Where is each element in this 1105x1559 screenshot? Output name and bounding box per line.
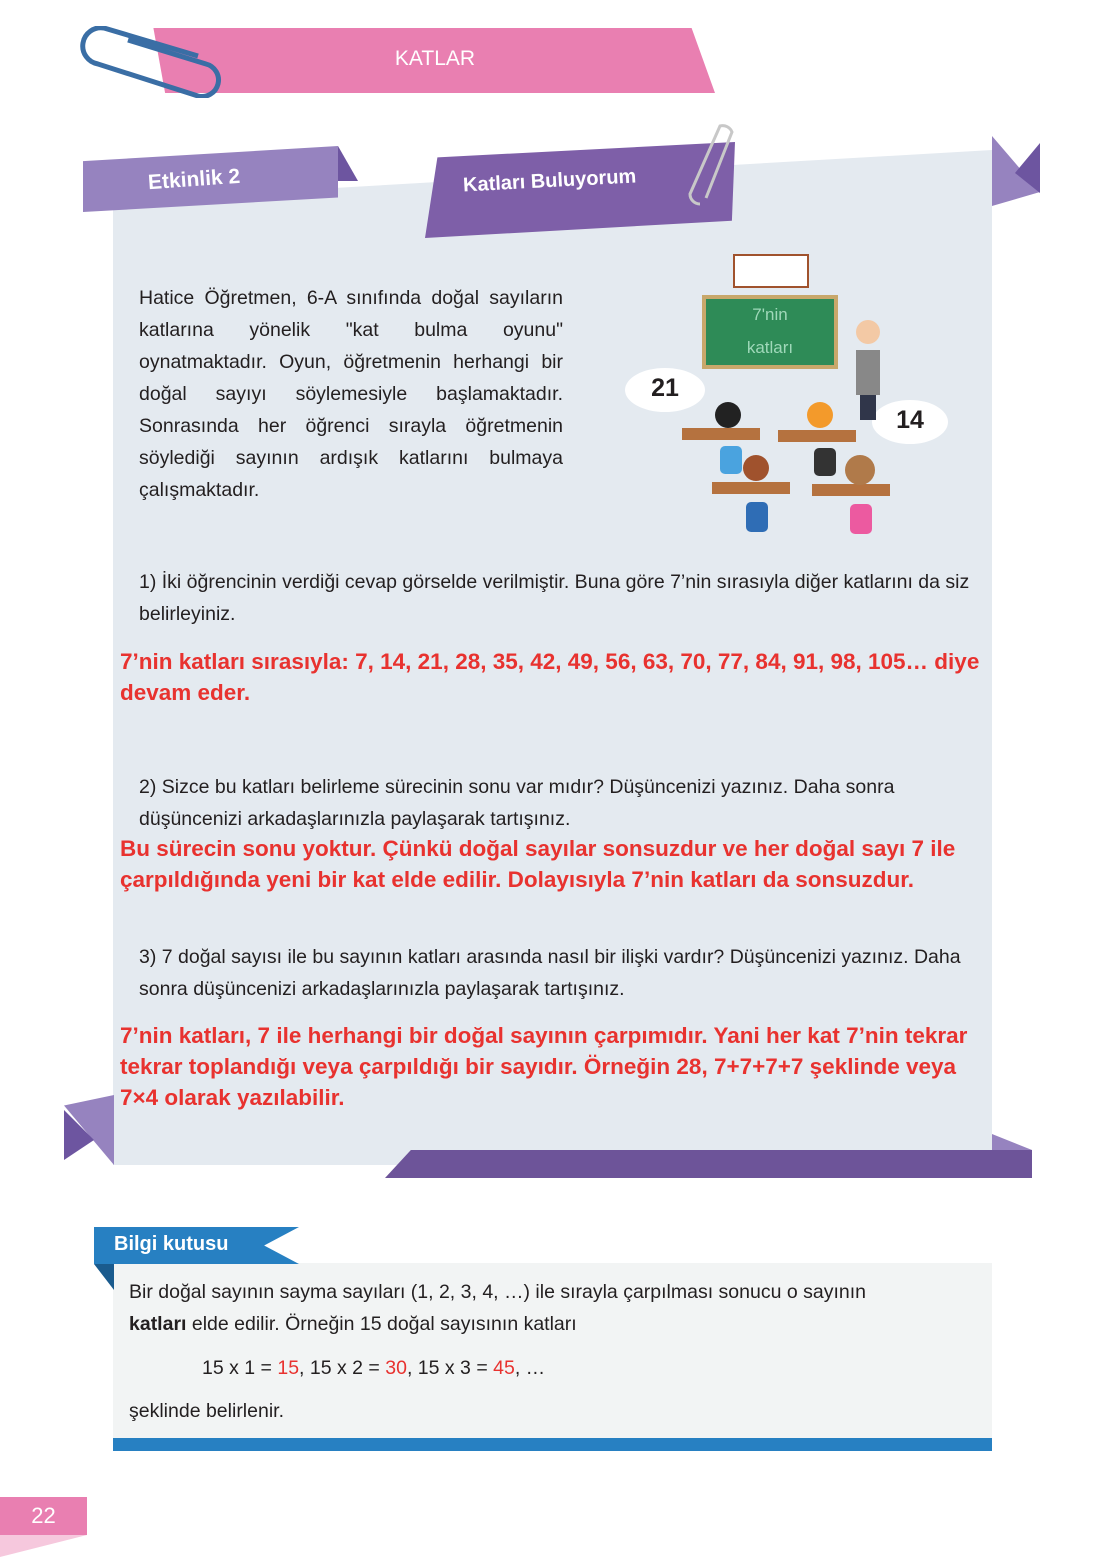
info-box-tab-fold bbox=[94, 1264, 114, 1290]
page-number: 22 bbox=[0, 1497, 87, 1535]
info-bold-term: katları bbox=[129, 1313, 187, 1335]
question-3: 3) 7 doğal sayısı ile bu sayının katları arasında nasıl bir ilişki vardır? Düşüncenizi yazınız. Daha sonra düşüncenizi arkadaşlarınızla paylaşarak tartışınız. bbox=[139, 946, 961, 1000]
info-line-1: Bir doğal sayının sayma sayıları (1, 2, 3, 4, …) ile sırayla çarpılması sonucu o sayının bbox=[129, 1281, 866, 1303]
answer-3: 7’nin katları, 7 ile herhangi bir doğal sayının çarpımıdır. Yani her kat 7’nin tekrar tekrar toplandığı veya çarpıldığı bir sayıdır. Örneğin 28, 7+7+7+7 şeklinde veya 7×4 olarak yazılabilir. bbox=[120, 1023, 968, 1110]
chapter-title: KATLAR bbox=[394, 47, 476, 70]
ribbon-fold bbox=[992, 1134, 1032, 1150]
activity-label: Etkinlik 2 bbox=[147, 164, 241, 195]
info-box-bottom-bar bbox=[113, 1438, 992, 1451]
question-2: 2) Sizce bu katları belirleme sürecinin sonu var mıdır? Düşüncenizi yazınız. Daha sonra düşüncenizi arkadaşlarınızla paylaşarak tartışınız. bbox=[139, 776, 895, 830]
answer-2: Bu sürecin sonu yoktur. Çünkü doğal sayılar sonsuzdur ve her doğal sayı 7 ile çarpıldığında yeni bir kat elde edilir. Dolayısıyla 7’nin katları da sonsuzdur. bbox=[120, 836, 956, 892]
classroom-illustration bbox=[620, 250, 960, 550]
question-1: 1) İki öğrencinin verdiği cevap görselde verilmiştir. Buna göre 7’nin sırasıyla diğer katlarını da siz belirleyiniz. bbox=[139, 571, 970, 625]
example-result: 30 bbox=[385, 1357, 407, 1379]
speech-bubble-left: 21 bbox=[651, 374, 679, 402]
example-result: 45 bbox=[493, 1357, 515, 1379]
board-text-line2: katları bbox=[746, 338, 794, 357]
example-expr: 15 x 1 = bbox=[202, 1357, 278, 1379]
bottom-ribbon bbox=[385, 1150, 1032, 1178]
paperclip-icon bbox=[682, 114, 738, 218]
activity-title: Katları Buluyorum bbox=[462, 165, 637, 197]
example-separator: , bbox=[406, 1357, 418, 1379]
info-line-2-rest: elde edilir. Örneğin 15 doğal sayısının katları bbox=[186, 1313, 577, 1335]
info-line-2 bbox=[129, 1308, 577, 1340]
info-line-4: şeklinde belirlenir. bbox=[129, 1400, 285, 1422]
intro-paragraph: Hatice Öğretmen, 6-A sınıfında doğal sayıların katlarına yönelik "kat bulma oyunu" oynatmaktadır. Oyun, öğretmenin herhangi bir doğal sayıyı söylemesiyle başlamaktadır. Sonrasında her öğrenci sırayla öğretmenin söylediği sayının ardışık katlarını bulmaya çalışmaktadır. bbox=[139, 287, 563, 501]
example-result: 15 bbox=[277, 1357, 300, 1379]
board-text-line1: 7'nin bbox=[752, 305, 788, 324]
example-separator: , … bbox=[514, 1357, 546, 1379]
info-example bbox=[202, 1352, 545, 1384]
info-box-title: Bilgi kutusu bbox=[114, 1233, 229, 1255]
ribbon-fold bbox=[338, 146, 358, 181]
example-expr: 15 x 3 = bbox=[417, 1357, 494, 1379]
answer-1: 7’nin katları sırasıyla: 7, 14, 21, 28, 35, 42, 49, 56, 63, 70, 77, 84, 91, 98, 105… diye devam eder. bbox=[120, 649, 980, 705]
example-separator: , bbox=[299, 1357, 310, 1379]
example-expr: 15 x 2 = bbox=[309, 1357, 386, 1379]
page-number-tail bbox=[0, 1535, 87, 1557]
speech-bubble-right: 14 bbox=[896, 406, 924, 434]
paperclip-icon bbox=[78, 26, 223, 98]
